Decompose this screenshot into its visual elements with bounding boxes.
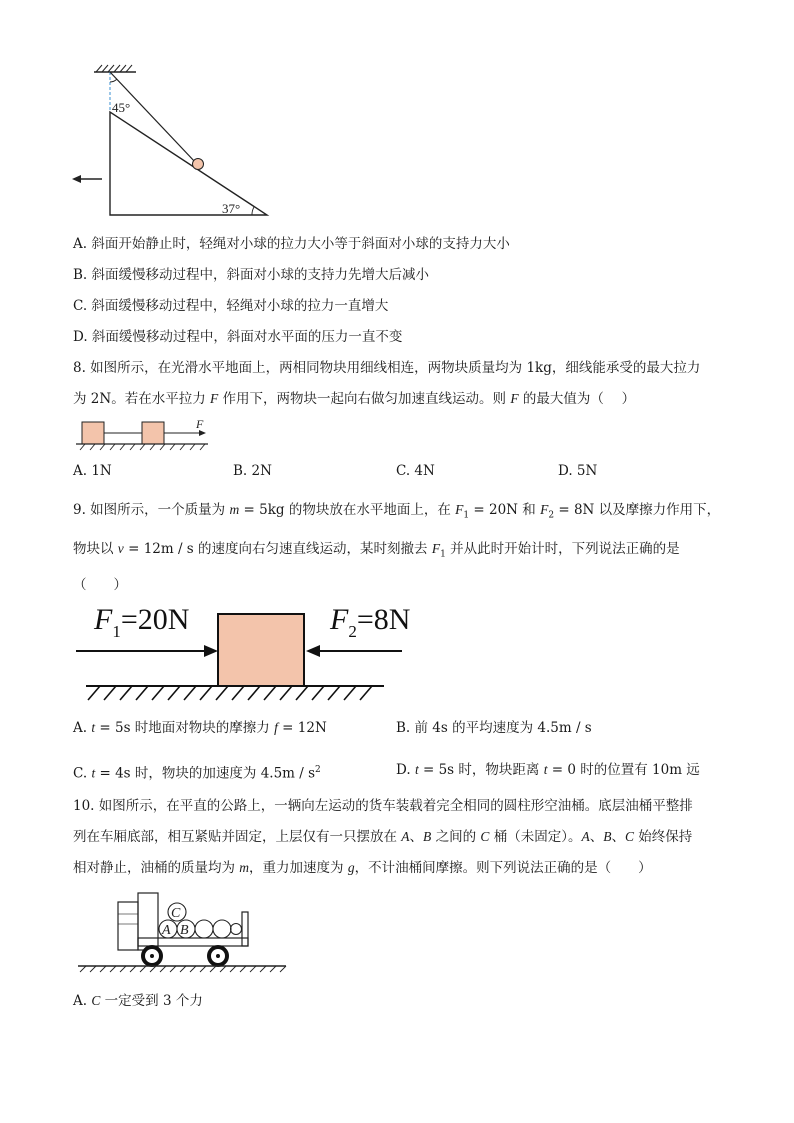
q10-option-a: A. C 一定受到 3 个力 [73,993,203,1009]
F1-value: =20N [120,603,190,636]
barrel-A-label: A [162,923,171,938]
q8-option-c: C. 4N [396,463,435,479]
q8-option-b: B. 2N [233,463,272,479]
q9-option-a: A. t = 5s 时地面对物块的摩擦力 f = 12N [73,720,327,736]
q7-option-a: A. 斜面开始静止时，轻绳对小球的拉力大小等于斜面对小球的支持力大小 [73,236,510,252]
F2-subscript: 2 [348,622,357,641]
q8-stem-line1: 8. 如图所示，在光滑水平地面上，两相同物块用细线相连，两物块质量均为 1kg，细线能承受的最大拉力 [73,360,701,376]
two-blocks-figure [72,414,212,454]
F1-symbol: F [94,603,113,636]
q9-stem-line1: 9. 如图所示，一个质量为 m = 5kg 的物块放在水平地面上，在 $F_1 = 20N$ 和 $F_2 = 8N$ 以及摩擦力作用下， [73,502,721,521]
q7-option-b: B. 斜面缓慢移动过程中，斜面对小球的支持力先增大后减小 [73,267,430,283]
incline-figure [60,62,280,222]
q9-option-c: C. t = 4s 时，物块的加速度为 $4.5m / s^2$ [73,765,321,782]
var-F: F [209,391,219,406]
var-F: F [510,391,519,406]
angle-45-label: 45° [112,100,131,115]
F2-symbol: F [330,603,349,636]
force-F-label: F [196,417,204,431]
barrel-B-label: B [180,923,189,938]
q8-stem-line2: 为 2N。若在水平拉力 F 作用下，两物块一起向右做匀加速直线运动。则 F 的最大值为（ ） [73,391,636,407]
svg-text:F2=8N [329,603,410,641]
q10-stem-line3: 相对静止，油桶的质量均为 m，重力加速度为 g，不计油桶间摩擦。则下列说法正确的是（ ） [73,860,652,876]
angle-37-label: 37° [222,201,241,216]
q8-option-d: D. 5N [558,463,598,479]
F1-subscript: 1 [112,622,121,641]
block-forces-figure [70,596,411,706]
q7-option-d: D. 斜面缓慢移动过程中，斜面对水平面的压力一直不变 [73,329,403,345]
q7-option-c: C. 斜面缓慢移动过程中，轻绳对小球的拉力一直增大 [73,298,389,314]
barrel-C-label: C [171,906,181,921]
q9-option-b: B. 前 4s 的平均速度为 4.5m / s [396,720,592,736]
q9-stem-line3: （ ） [73,577,127,593]
q8-option-a: A. 1N [73,463,112,479]
truck-figure [76,890,288,980]
q9-option-d: D. t = 5s 时，物块距离 t = 0 时的位置有 10m 远 [396,762,700,778]
q9-stem-line2: 物块以 v = 12m / s 的速度向右匀速直线运动，某时刻撤去 $F_1$ 并从此时开始计时，下列说法正确的是 [73,541,680,560]
q10-stem-line2: 列在车厢底部，相互紧贴并固定，上层仅有一只摆放在 A、B 之间的 C 桶（未固定）。A、B、C 始终保持 [73,829,693,845]
q10-stem-line1: 10. 如图所示，在平直的公路上，一辆向左运动的货车装载着完全相同的圆柱形空油桶。底层油桶平整排 [73,798,693,814]
F2-value: =8N [356,603,411,636]
svg-text:F1=20N [93,603,189,641]
